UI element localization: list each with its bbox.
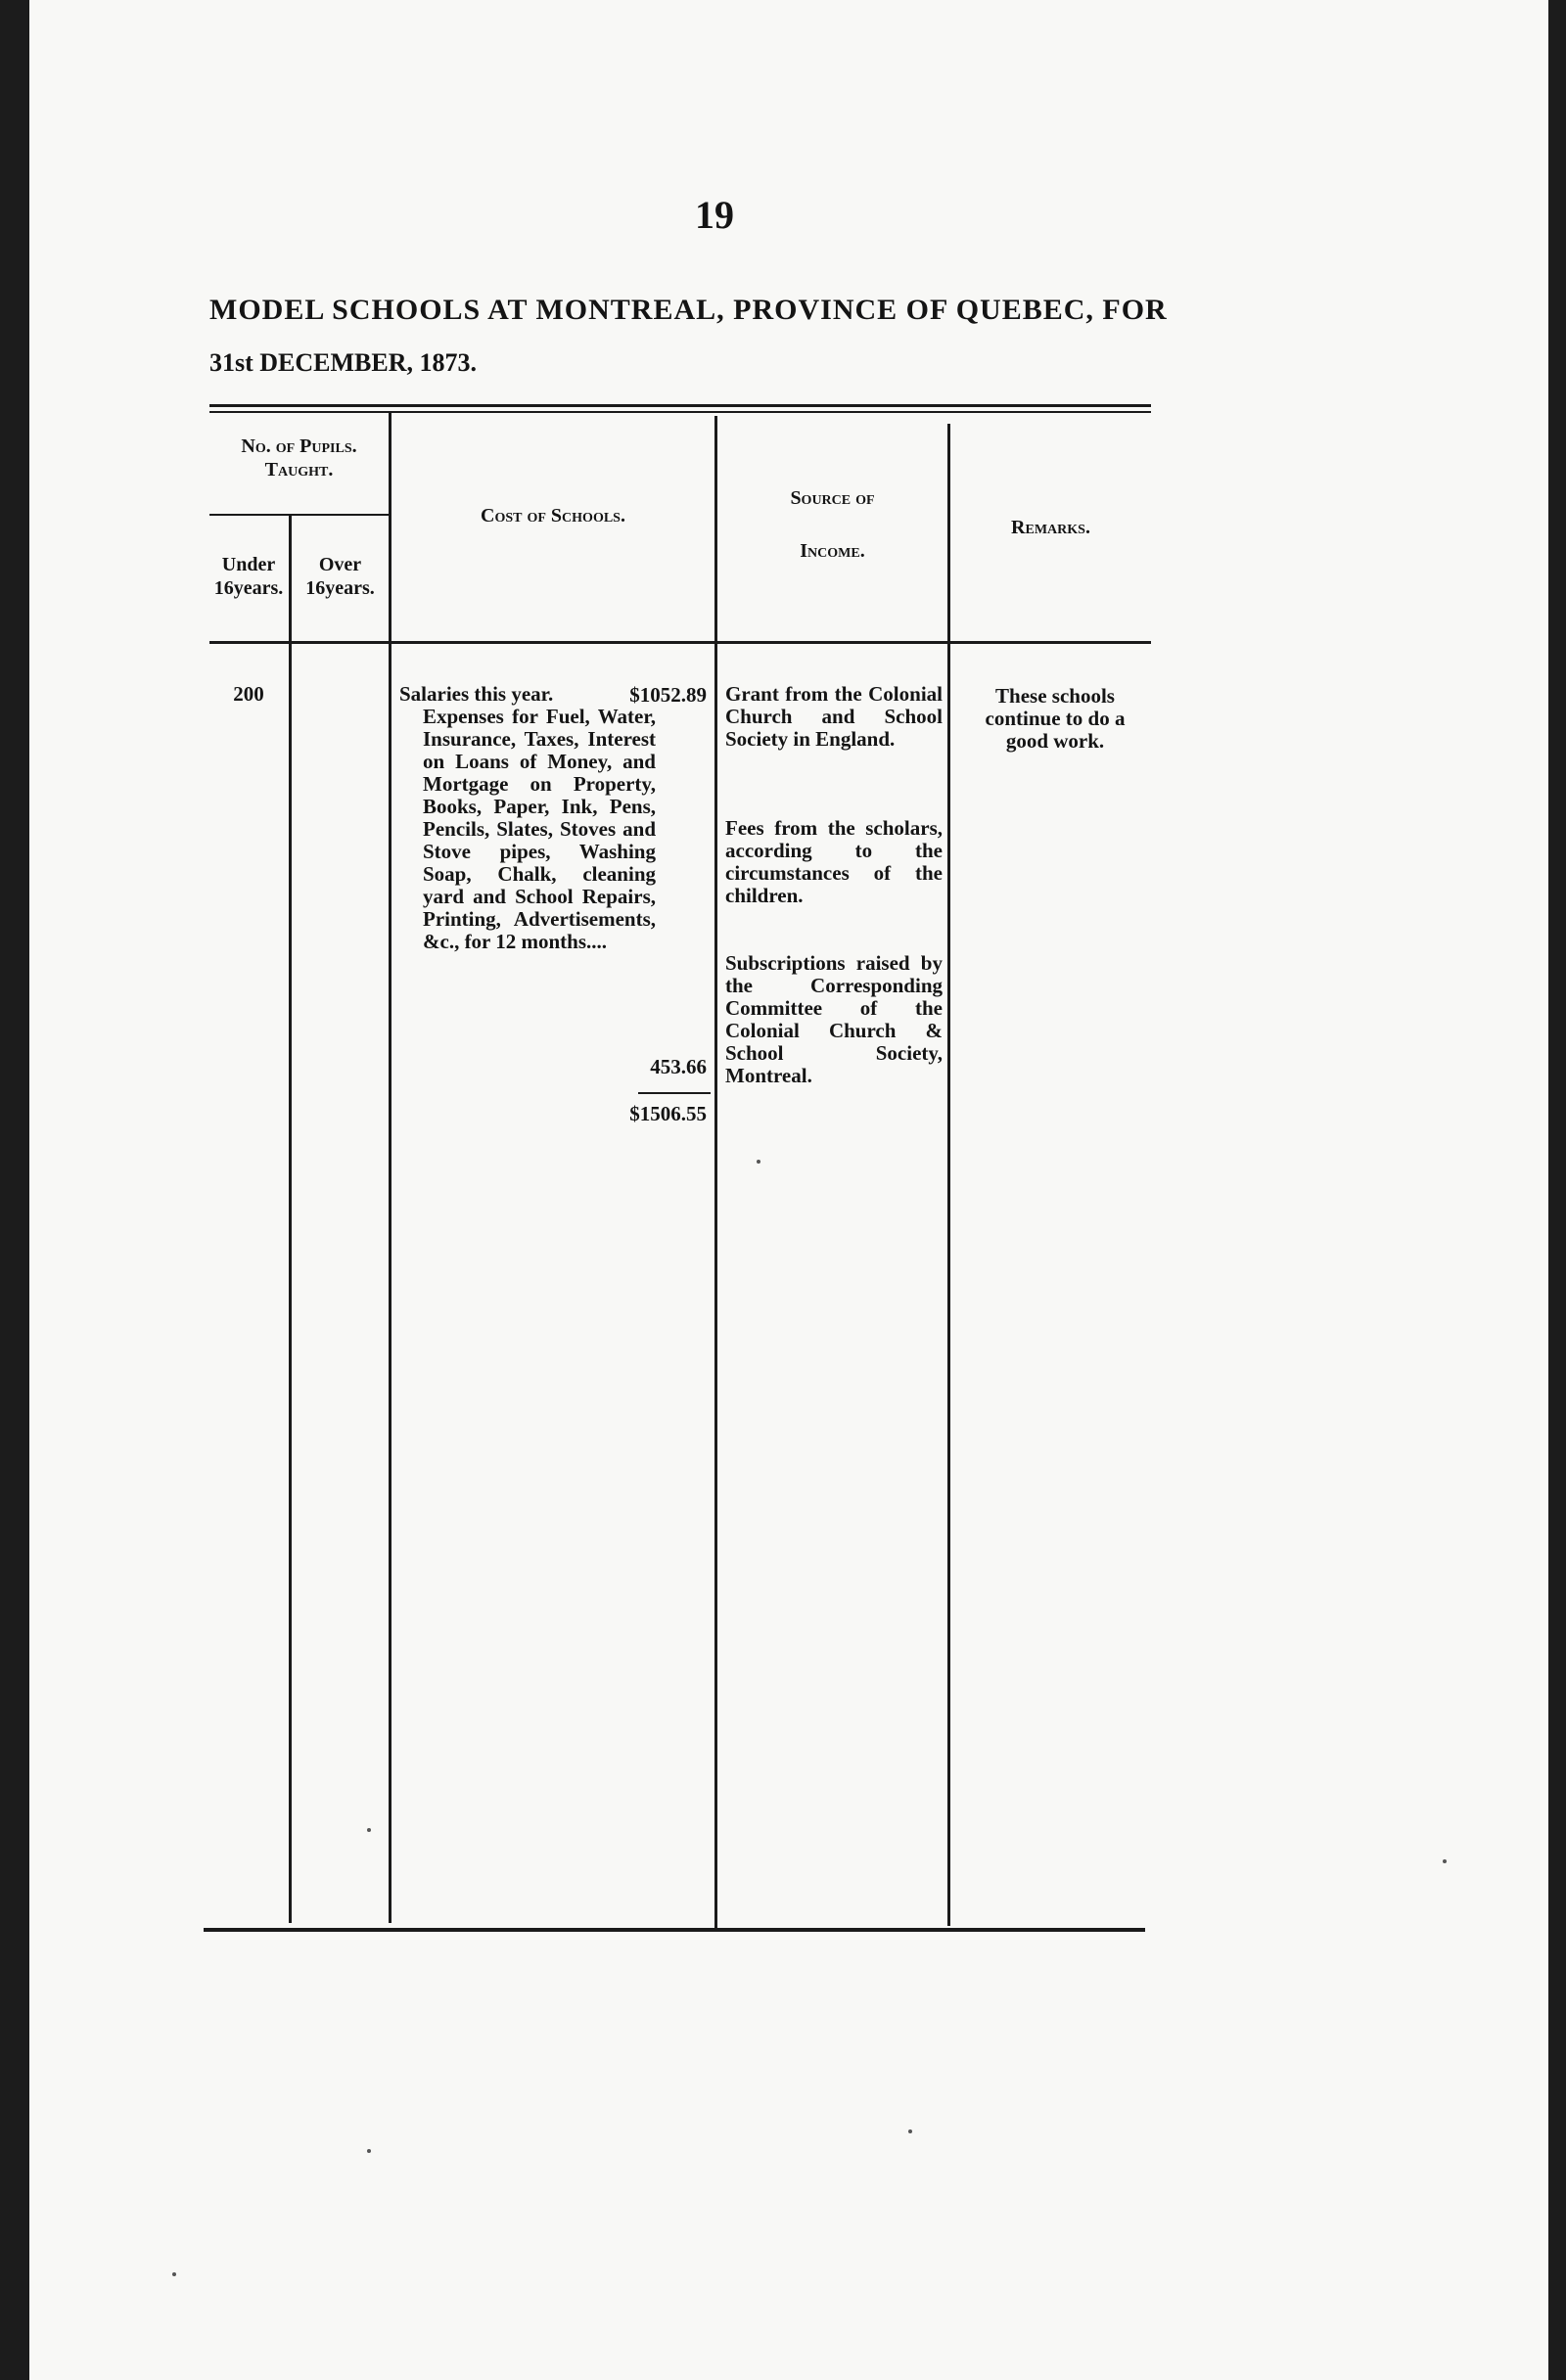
cost-salaries-amount: $1052.89 — [629, 683, 707, 707]
cost-sum-rule — [638, 1092, 711, 1094]
income-source-grant: Grant from the Colonial Church and School Society in England. — [725, 682, 943, 751]
header-source-of: Source of — [790, 487, 875, 509]
header-remarks: Remarks. — [1011, 517, 1090, 538]
pupils-subheader-rule — [209, 514, 389, 516]
scan-speck — [908, 2129, 912, 2133]
cost-expenses-amount: 453.66 — [650, 1055, 707, 1078]
scan-speck — [172, 2272, 176, 2276]
column-rule-pupils-cost — [389, 411, 392, 1923]
page-number: 19 — [695, 193, 734, 237]
report-date: 31st DECEMBER, 1873. — [209, 348, 478, 377]
cost-expenses-label: Expenses for Fuel, Water, Insurance, Taxes, Interest on Loans of Money, and Mortgage on Property, Books, Paper, Ink, Pens, Pencils, Slates, Stoves and Stove pipes, Washing Soap, Chalk, cleaning yard and School Repairs, Printing, Advertisements, &c., for 12 months.... — [423, 705, 656, 953]
income-source-fees: Fees from the scholars, according to the circumstances of the children. — [725, 816, 943, 907]
scan-speck — [757, 1160, 760, 1164]
scan-speck — [1443, 1859, 1447, 1863]
header-bottom-rule — [209, 641, 1151, 644]
header-under-16: Under 16years. — [213, 554, 284, 599]
scan-speck — [367, 2149, 371, 2153]
remarks-text: These schools continue to do a good work. — [985, 684, 1126, 753]
report-title: MODEL SCHOOLS AT MONTREAL, PROVINCE OF QUEBEC, FOR — [209, 294, 1168, 326]
column-rule-under-over — [289, 514, 292, 1923]
scan-speck — [367, 1828, 371, 1832]
under-16-count: 200 — [233, 682, 264, 706]
table-top-rule — [209, 404, 1151, 407]
header-income: Income. — [800, 540, 865, 562]
header-over-16: Over 16years. — [305, 554, 375, 599]
table-top-rule-inner — [209, 411, 1151, 413]
column-rule-source-remarks — [947, 424, 950, 1926]
header-cost-of-schools: Cost of Schools. — [481, 505, 625, 526]
income-source-subscriptions: Subscriptions raised by the Corresponding Committee of the Colonial Church & School Society, Montreal. — [725, 951, 943, 1087]
document-page — [29, 0, 1548, 2380]
table-bottom-rule — [204, 1928, 1145, 1932]
cost-salaries-label: Salaries this year. — [399, 682, 554, 706]
cost-total-amount: $1506.55 — [629, 1102, 707, 1125]
header-pupils-taught: No. of Pupils. Taught. — [241, 435, 357, 481]
